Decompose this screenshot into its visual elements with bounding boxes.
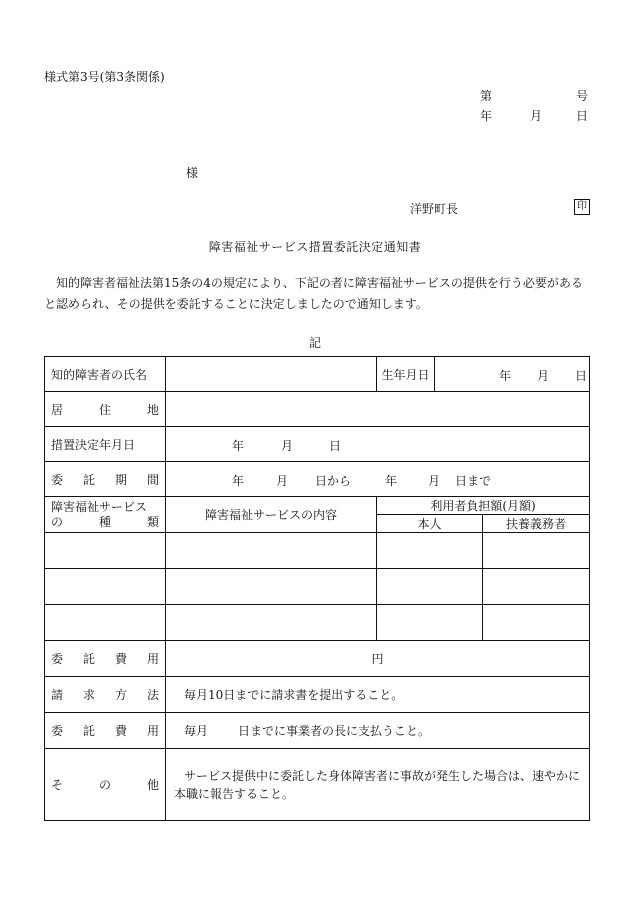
service-type-cell — [45, 605, 166, 641]
decision-date-value: 年 月 日 — [166, 427, 590, 462]
row-other — [45, 749, 590, 821]
form-id: 様式第3号(第3条関係) — [44, 70, 165, 84]
row-service-header-1 — [45, 497, 590, 515]
billing-label: 請 求 方 法 — [45, 677, 166, 713]
payment-label: 委 託 費 用 — [45, 713, 166, 749]
residence-value — [166, 392, 590, 427]
issue-day: 日 — [575, 109, 588, 123]
burden-self-label: 本人 — [377, 515, 483, 533]
service-row — [45, 569, 590, 605]
service-content-label: 障害福祉サービスの内容 — [166, 497, 377, 533]
row-billing — [45, 677, 590, 713]
burden-self-cell — [377, 569, 483, 605]
burden-self-cell — [377, 605, 483, 641]
issuer-name: 洋野町長 — [410, 202, 459, 216]
row-fee — [45, 641, 590, 677]
row-payment — [45, 713, 590, 749]
service-type-cell — [45, 569, 166, 605]
number-suffix: 号 — [575, 89, 588, 103]
issue-year: 年 — [480, 109, 493, 123]
document-title: 障害福祉サービス措置委託決定通知書 — [208, 240, 422, 254]
fee-unit: 円 — [166, 641, 590, 677]
service-row — [45, 605, 590, 641]
residence-label: 居 住 地 — [45, 392, 166, 427]
burden-label: 利用者負担額(月額) — [377, 497, 590, 515]
ki-heading: 記 — [308, 336, 321, 350]
birth-label: 生年月日 — [377, 357, 435, 392]
service-content-cell — [166, 605, 377, 641]
other-text: サービス提供中に委託した身体障害者に事故が発生した場合は、速やかに本職に報告すること。 — [166, 749, 590, 821]
period-value: 年 月 日から 年 月 日まで — [166, 462, 590, 497]
name-value — [166, 357, 377, 392]
other-label: そ の 他 — [45, 749, 166, 821]
row-decision-date — [45, 427, 590, 462]
burden-guardian-cell — [483, 605, 590, 641]
burden-guardian-cell — [483, 533, 590, 569]
birth-value: 年 月 日 — [435, 357, 590, 392]
service-type-label: 障害福祉サービス の 種 類 — [45, 497, 166, 533]
burden-guardian-label: 扶養義務者 — [483, 515, 590, 533]
burden-guardian-cell — [483, 569, 590, 605]
body-text: 知的障害者福祉法第15条の4の規定により、下記の者に障害福祉サービスの提供を行う必要があると認められ、その提供を委託することに決定しましたので通知します。 — [44, 276, 583, 311]
issue-month: 月 — [530, 109, 543, 123]
row-period — [45, 462, 590, 497]
row-residence — [45, 392, 590, 427]
payment-text: 毎月 日までに事業者の長に支払うこと。 — [166, 713, 590, 749]
detail-table — [44, 356, 590, 821]
service-content-cell — [166, 569, 377, 605]
service-type-cell — [45, 533, 166, 569]
period-label: 委 託 期 間 — [45, 462, 166, 497]
seal-mark: 印 — [574, 199, 590, 215]
billing-text: 毎月10日までに請求書を提出すること。 — [166, 677, 590, 713]
burden-self-cell — [377, 533, 483, 569]
fee-label: 委 託 費 用 — [45, 641, 166, 677]
name-label: 知的障害者の氏名 — [45, 357, 166, 392]
row-name — [45, 357, 590, 392]
service-row — [45, 533, 590, 569]
number-prefix: 第 — [480, 89, 493, 103]
addressee-suffix: 様 — [186, 166, 199, 180]
decision-date-label: 措置決定年月日 — [45, 427, 166, 462]
service-content-cell — [166, 533, 377, 569]
